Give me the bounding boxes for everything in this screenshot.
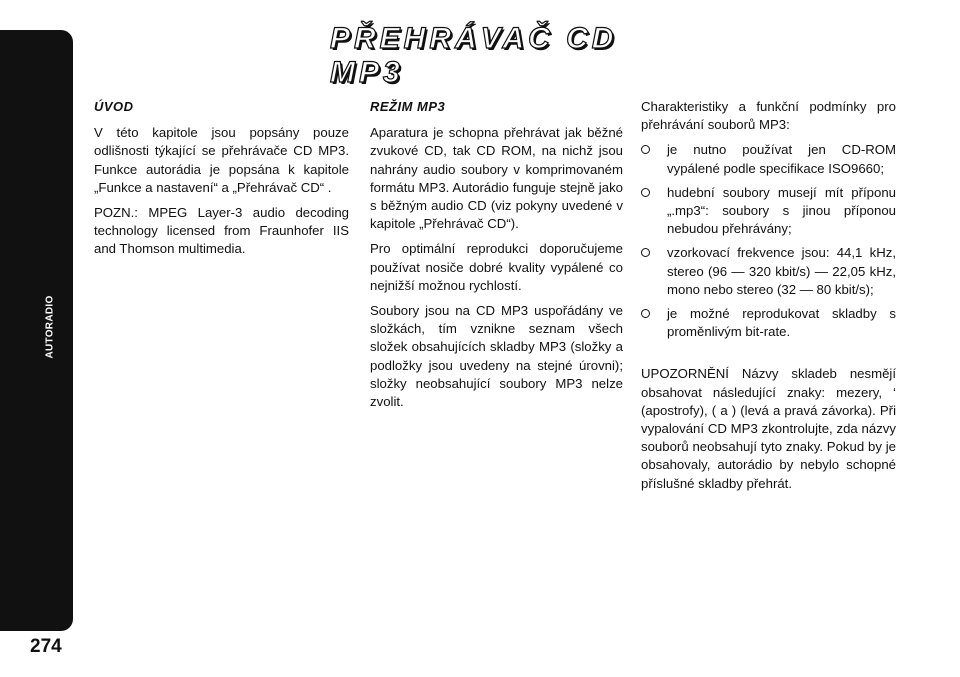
paragraph: POZN.: MPEG Layer-3 audio decoding technology licensed from Fraunhofer IIS and Thomson multimedia. (94, 205, 349, 257)
paragraph: Aparatura je schopna přehrávat jak běžné zvukové CD, tak CD ROM, na nichž jsou nahrány audio soubory v komprimovaném formátu MP3. Autorádio funguje stejně jako s běžným audio CD (viz pokyny uvedené v kapitole „Přehrávač CD“). (370, 125, 623, 232)
list-item: hudební soubory musejí mít příponu „.mp3“: soubory s jinou příponou nebudou přehrávány; (641, 184, 896, 239)
column-characteristics (641, 98, 896, 500)
column-intro (94, 98, 349, 266)
list-item: je možné reprodukovat skladby s proměnlivým bit-rate. (641, 305, 896, 341)
section-heading-uvod: ÚVOD (94, 99, 134, 114)
page-number: 274 (30, 636, 62, 657)
side-tab (0, 30, 73, 631)
paragraph: V této kapitole jsou popsány pouze odlišnosti týkající se přehrávače CD MP3. Funkce autorádia je popsána k kapitole „Funkce a nastavení“ a „Přehrávač CD“ . (94, 125, 349, 195)
section-label: AUTORADIO (44, 295, 56, 359)
paragraph: Pro optimální reprodukci doporučujeme používat nosiče dobré kvality vypálené co nejnižší možnou rychlostí. (370, 241, 623, 293)
bullet-circle-icon (641, 188, 650, 197)
page-title: PŘEHRÁVAČ CD MP3 (330, 22, 618, 89)
bullet-circle-icon (641, 145, 650, 154)
list-item: je nutno používat jen CD-ROM vypálené podle specifikace ISO9660; (641, 141, 896, 177)
bullet-circle-icon (641, 248, 650, 257)
section-heading-rezim-mp3: REŽIM MP3 (370, 99, 446, 114)
paragraph: Soubory jsou na CD MP3 uspořádány ve složkách, tím vznikne seznam všech složek obsahujících skladby MP3 (složky a podložky jsou uvedeny na stejné úrovni); složky neobsahující soubory MP3 nelze zvolit. (370, 303, 623, 410)
warning-paragraph: UPOZORNĚNÍ Názvy skladeb nesmějí obsahovat následující znaky: mezery, ‘ (apostrofy), ( a ) (levá a pravá závorka). Při vypalování CD MP3 zkontrolujte, zda názvy souborů neobsahují tyto znaky. Pokud by je obsahovaly, autorádio by nebylo schopné příslušné skladby přehrát. (641, 366, 896, 491)
bullet-list (641, 141, 896, 341)
list-item: vzorkovací frekvence jsou: 44,1 kHz, stereo (96 — 320 kbit/s) — 22,05 kHz, mono nebo stereo (32 — 80 kbit/s); (641, 244, 896, 299)
column-mp3-mode (370, 98, 623, 418)
paragraph: Charakteristiky a funkční podmínky pro přehrávání souborů MP3: (641, 99, 896, 133)
bullet-circle-icon (641, 309, 650, 318)
